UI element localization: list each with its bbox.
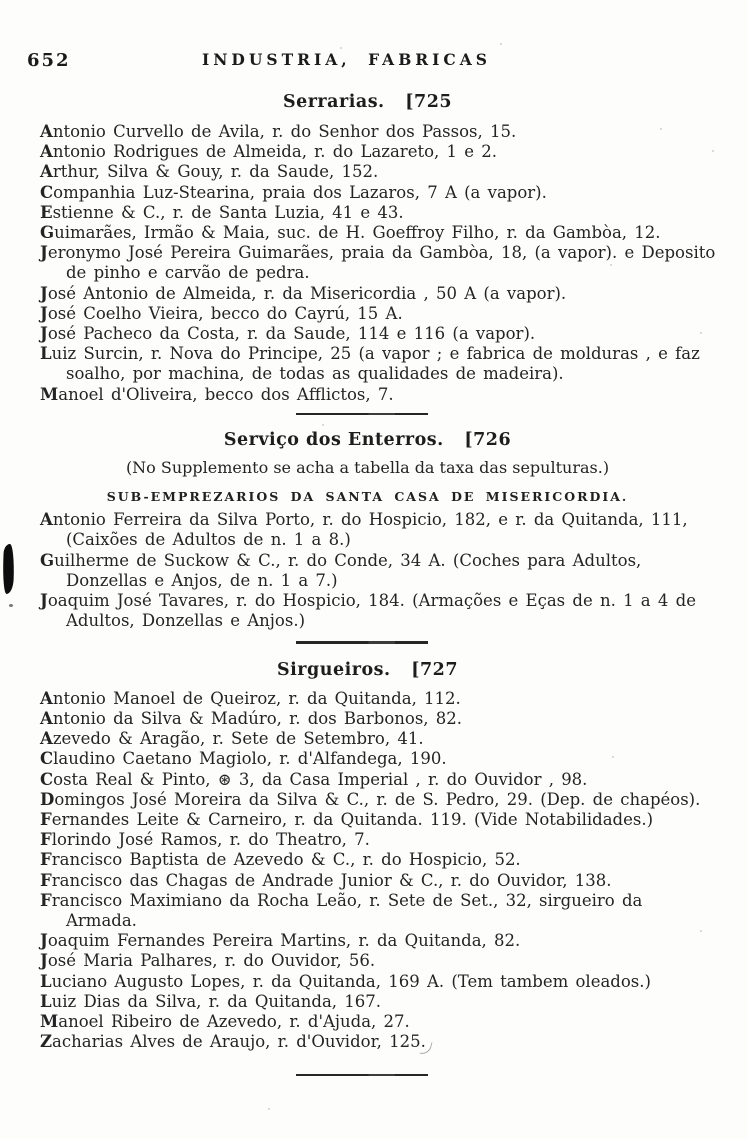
section-heading-sirgueiros: [0, 660, 741, 680]
directory-entry: José Coelho Vieira, becco do Cayrú, 15 A.: [40, 303, 403, 323]
directory-entry: Estienne & C., r. de Santa Luzia, 41 e 43.: [40, 202, 404, 222]
directory-entry: Francisco das Chagas de Andrade Junior & C., r. do Ouvidor, 138.: [40, 870, 612, 890]
directory-entry: José Pacheco da Costa, r. da Saude, 114 e 116 (a vapor).: [40, 324, 536, 344]
section-serrarias: [0, 92, 747, 405]
directory-entry: Francisco Maximiano da Rocha Leão, r. Sete de Set., 32, sirgueiro da Armada.: [40, 890, 643, 931]
directory-entry: Antonio Curvello de Avila, r. do Senhor dos Passos, 15.: [40, 122, 517, 141]
section-heading-enterros: [0, 430, 741, 450]
directory-entry: Domingos José Moreira da Silva & C., r. de S. Pedro, 29. (Dep. de chapéos).: [40, 789, 701, 809]
section-title: Sirgueiros.: [277, 659, 391, 680]
directory-entry: Guilherme de Suckow & C., r. do Conde, 34 A. (Coches para Adultos, Donzellas e Anjos, de n. 1 a 7.): [40, 550, 642, 590]
scan-speck: [500, 43, 502, 45]
page-number: 652: [27, 50, 71, 71]
directory-entry: Luciano Augusto Lopes, r. da Quitanda, 169 A. (Tem tambem oleados.): [40, 971, 651, 991]
directory-entry: Manoel Ribeiro de Azevedo, r. d'Ajuda, 27.: [40, 1012, 410, 1032]
directory-entry: Fernandes Leite & Carneiro, r. da Quitanda. 119. (Vide Notabilidades.): [40, 810, 654, 830]
section-ref: [726: [464, 430, 512, 451]
section-ref: [727: [411, 659, 458, 680]
section-divider: [296, 413, 428, 415]
directory-entry: Antonio da Silva & Madúro, r. dos Barbonos, 82.: [40, 709, 463, 729]
running-title: INDUSTRIA, FABRICAS: [202, 50, 491, 69]
scan-speck: [340, 47, 342, 49]
directory-entry: Antonio Manoel de Queiroz, r. da Quitanda, 112.: [40, 688, 461, 708]
pen-mark: [419, 1040, 432, 1056]
section-title: Serrarias.: [282, 92, 385, 112]
scan-speck: [700, 332, 702, 334]
directory-entry: Claudino Caetano Magiolo, r. d'Alfandega, 190.: [40, 749, 447, 769]
entry-list: [40, 510, 719, 631]
scan-speck: [712, 150, 714, 152]
directory-entry: Costa Real & Pinto, ⊛ 3, da Casa Imperial , r. do Ouvidor , 98.: [40, 769, 588, 789]
section-subheading: SUB-EMPREZARIOS DA SANTA CASA DE MISERICORDIA.: [106, 489, 629, 505]
section-divider: [296, 641, 428, 643]
section-heading-serrarias: [0, 92, 741, 112]
directory-entry: Jeronymo José Pereira Guimarães, praia da Gambòa, 18, (a vapor). e Deposito de pinho e carvão de pedra.: [40, 243, 716, 283]
directory-entry: Companhia Luz-Stearina, praia dos Lazaros, 7 A (a vapor).: [40, 182, 547, 202]
directory-entry: Azevedo & Aragão, r. Sete de Setembro, 41.: [40, 729, 424, 749]
directory-entry: Antonio Rodrigues de Almeida, r. do Lazareto, 1 e 2.: [40, 142, 498, 162]
ink-dot: [9, 604, 13, 607]
scan-speck: [660, 128, 662, 130]
directory-entry: Joaquim Fernandes Pereira Martins, r. da Quitanda, 82.: [40, 931, 521, 951]
section-ref: [725: [405, 92, 453, 112]
section-note: (No Supplemento se acha a tabella da taxa das sepulturas.): [125, 458, 610, 478]
directory-entry: Antonio Ferreira da Silva Porto, r. do Hospicio, 182, e r. da Quitanda, 111, (Caixões de Adultos de n. 1 a 8.): [40, 510, 688, 550]
directory-entry: José Maria Palhares, r. do Ouvidor, 56.: [40, 951, 376, 971]
scan-speck: [322, 424, 324, 426]
page-header: [0, 50, 747, 72]
directory-entry: Guimarães, Irmão & Maia, suc. de H. Goeffroy Filho, r. da Gambòa, 12.: [40, 223, 661, 243]
directory-entry: Manoel d'Oliveira, becco dos Afflictos, 7.: [40, 384, 394, 404]
section-sirgueiros: [0, 660, 747, 1053]
directory-entry: Francisco Baptista de Azevedo & C., r. do Hospicio, 52.: [40, 850, 521, 870]
section-servico-dos-enterros: [0, 430, 747, 631]
end-divider: [296, 1074, 428, 1076]
entry-list: [40, 689, 719, 1053]
directory-entry: Luiz Surcin, r. Nova do Principe, 25 (a vapor ; e fabrica de molduras , e faz soalho, por machina, de todas as qualidades de madeira).: [40, 344, 700, 384]
scan-speck: [610, 264, 612, 266]
section-title: Serviço dos Enterros.: [223, 430, 444, 451]
scan-speck: [612, 756, 614, 758]
entry-list: [40, 122, 719, 405]
scan-speck: [700, 930, 702, 932]
directory-entry: Joaquim José Tavares, r. do Hospicio, 184. (Armações e Eças de n. 1 a 4 de Adultos, Donzellas e Anjos.): [40, 591, 696, 631]
scan-speck: [268, 1108, 270, 1110]
directory-entry: Arthur, Silva & Gouy, r. da Saude, 152.: [40, 162, 379, 182]
directory-entry: José Antonio de Almeida, r. da Misericordia , 50 A (a vapor).: [40, 283, 567, 303]
directory-entry: Florindo José Ramos, r. do Theatro, 7.: [40, 830, 370, 850]
directory-entry: Zacharias Alves de Araujo, r. d'Ouvidor, 125.: [40, 1032, 426, 1052]
directory-entry: Luiz Dias da Silva, r. da Quitanda, 167.: [40, 991, 382, 1011]
